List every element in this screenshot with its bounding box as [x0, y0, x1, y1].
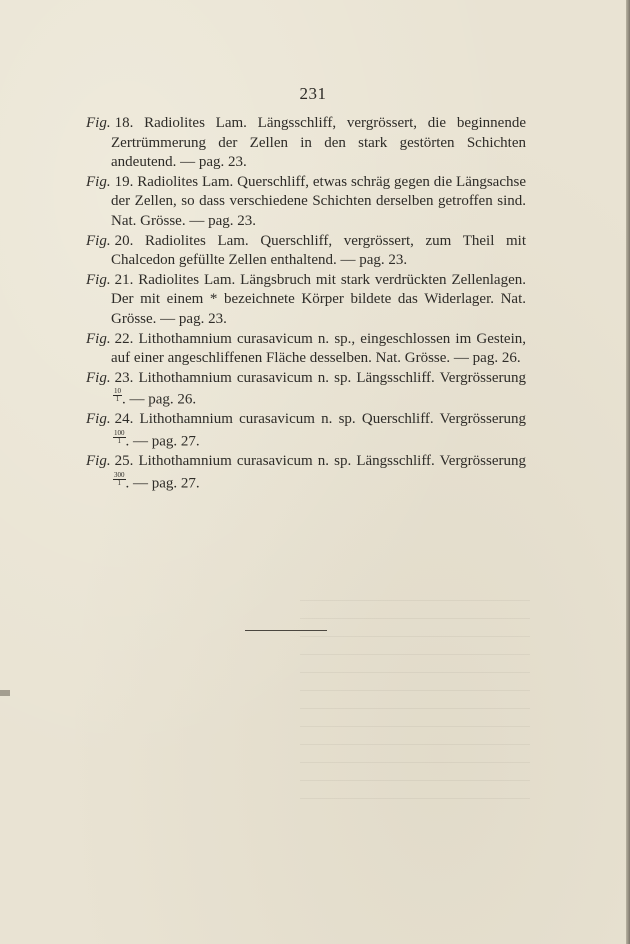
caption-tail: . — pag. 26. [122, 391, 197, 408]
caption-text: 25. Lithothamnium curasavicum n. sp. Längsschliff. Vergrösserung [114, 452, 526, 469]
caption-tail: . — pag. 27. [125, 475, 200, 491]
caption-text: 21. Radiolites Lam. Längsbruch mit stark verdrückten Zellenlagen. Der mit einem * bezeichnete Körper bildete das Widerlager. Nat. Grösse. — pag. 23. [111, 271, 526, 327]
fraction-denominator: 1 [117, 478, 121, 487]
page-edge-shadow [626, 0, 630, 944]
page-number: 231 [299, 84, 327, 103]
caption-text: 23. Lithothamnium curasavicum n. sp. Längsschliff. Vergrösserung [114, 369, 526, 386]
fig-label: Fig. [86, 173, 111, 190]
fig-label: Fig. [86, 452, 111, 469]
figure-caption-18 [86, 114, 526, 173]
caption-text: 20. Radiolites Lam. Querschliff, vergrössert, zum Theil mit Chalcedon gefüllte Zellen enthaltend. — pag. 23. [111, 232, 526, 269]
fig-label: Fig. [86, 411, 111, 428]
figure-caption-25 [86, 452, 526, 494]
figure-caption-24 [86, 410, 526, 452]
magnification-fraction [113, 430, 126, 445]
fraction-denominator: 1 [117, 436, 121, 445]
show-through-text [300, 600, 530, 810]
fig-label: Fig. [86, 115, 111, 131]
fig-label: Fig. [86, 369, 111, 386]
caption-text: 19. Radiolites Lam. Querschliff, etwas schräg gegen die Längsachse der Zellen, so dass verschiedene Schichten derselben getroffen sind. Nat. Grösse. — pag. 23. [111, 173, 526, 229]
fraction-numerator: 10 [114, 387, 121, 396]
magnification-fraction [113, 388, 122, 403]
figure-caption-20 [86, 232, 526, 271]
fig-label: Fig. [86, 271, 111, 288]
figure-caption-22 [86, 330, 526, 369]
figure-caption-19 [86, 173, 526, 232]
fig-label: Fig. [86, 330, 111, 347]
section-divider-rule [245, 630, 327, 631]
caption-text: 24. Lithothamnium curasavicum n. sp. Querschliff. Vergrösserung [114, 411, 526, 428]
magnification-fraction [113, 472, 126, 487]
fraction-numerator: 100 [114, 428, 125, 437]
figure-caption-21 [86, 271, 526, 330]
fig-label: Fig. [86, 232, 111, 249]
caption-text: 18. Radiolites Lam. Längsschliff, vergrössert, die beginnende Zertrümmerung der Zellen in den stark gestörten Schichten andeutend. — pag. 23. [111, 115, 526, 171]
figure-caption-23 [86, 369, 526, 411]
fraction-numerator: 300 [114, 470, 125, 479]
caption-text: 22. Lithothamnium curasavicum n. sp., eingeschlossen im Gestein, auf einer angeschliffenen Fläche desselben. Nat. Grösse. — pag. 26. [111, 330, 526, 367]
caption-tail: . — pag. 27. [125, 433, 200, 450]
margin-mark [0, 690, 10, 696]
fraction-denominator: 1 [115, 395, 120, 404]
figure-captions-list [86, 114, 526, 494]
